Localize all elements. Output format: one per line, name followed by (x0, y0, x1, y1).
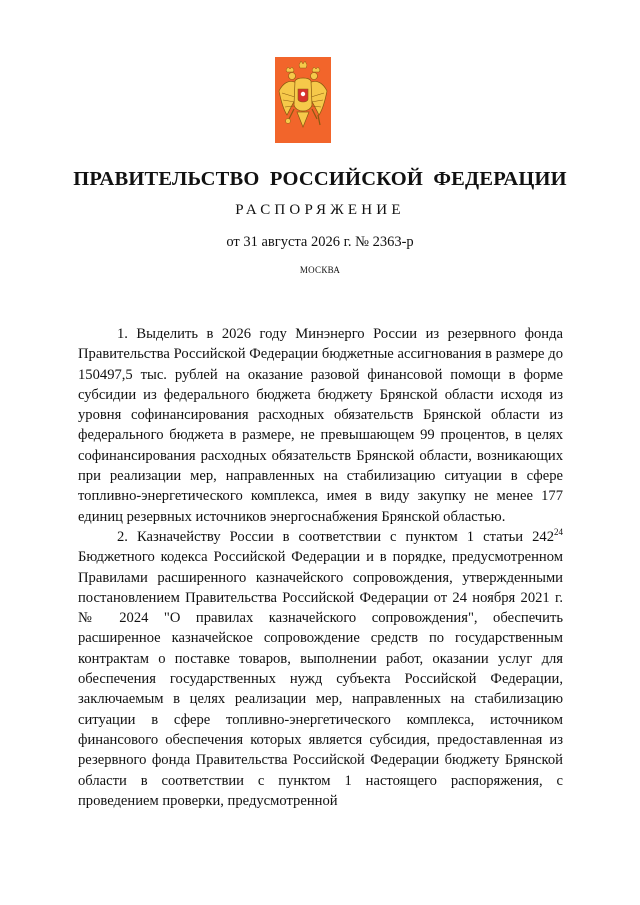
paragraph-1: 1. Выделить в 2026 году Минэнерго России из резервного фонда Правительства Российской Федерации бюджетные ассигнования в размере до 150497,5 тыс. рублей на оказание разовой финансовой помощи в форме субсидии из федерального бюджета бюджету Брянской области исходя из уровня софинансирования расходных обязательств Брянской области из федерального бюджета в размере, не превышающем 99 процентов, в целях софинансирования расходных обязательств Брянской области, возникающих при реализации мер, направленных на стабилизацию ситуации в сфере топливно-энергетического комплекса, имея в виду закупку не менее 177 единиц резервных источников энергоснабжения Брянской областью. (78, 326, 563, 525)
paragraph-2-start: 2. Казначейству России в соответствии с пунктом 1 статьи 242 (117, 528, 554, 545)
document-city: МОСКВА (299, 265, 341, 275)
article-superscript: 24 (554, 526, 563, 537)
paragraph-2 (78, 527, 563, 811)
document-body (78, 324, 563, 811)
government-title: ПРАВИТЕЛЬСТВО РОССИЙСКОЙ ФЕДЕРАЦИИ (73, 168, 567, 190)
russian-coat-of-arms-icon (275, 57, 331, 143)
document-type: РАСПОРЯЖЕНИЕ (235, 202, 405, 218)
paragraph-2-rest: Бюджетного кодекса Российской Федерации и в порядке, предусмотренном Правилами расширенного казначейского сопровождения, утвержденными постановлением Правительства Российской Федерации от 24 ноября 2021 г. № 2024 "О правилах казначейского сопровождения", обеспечить расширенное казначейское сопровождение средств по государственным контрактам о поставке товаров, выполнении работ, оказании услуг для обеспечения государственных нужд субъекта Российской Федерации, заключаемым в целях реализации мер, направленных на стабилизацию ситуации в сфере топливно-энергетического комплекса, источником финансового обеспечения которых является субсидия, предоставленная из резервного фонда Правительства Российской Федерации бюджету Брянской области в соответствии с пунктом 1 настоящего распоряжения, с проведением проверки, предусмотренной (78, 549, 563, 809)
document-date-number: от 31 августа 2026 г. № 2363-р (226, 234, 414, 250)
